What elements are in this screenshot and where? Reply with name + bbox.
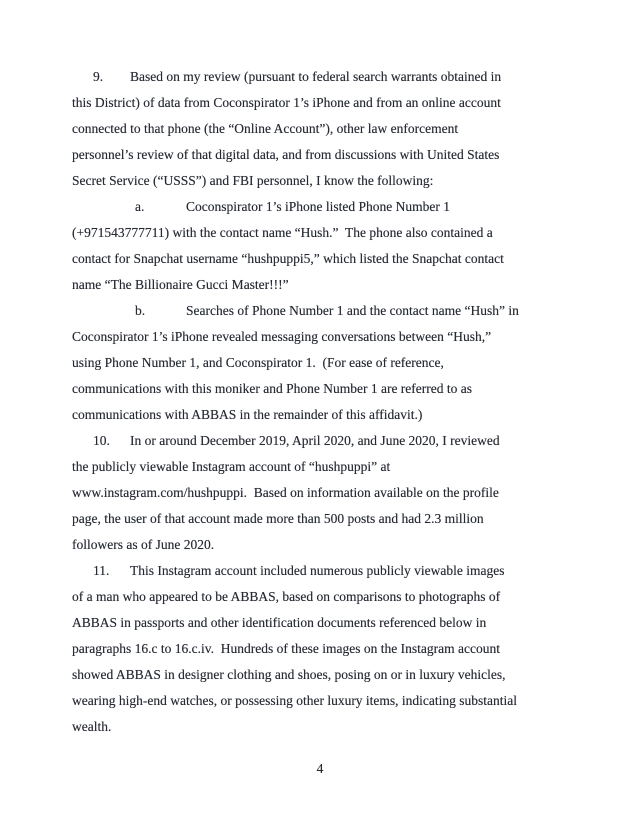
numbered-paragraph: [72, 428, 612, 558]
numbered-paragraph: [72, 64, 612, 194]
text-line: wealth.: [72, 719, 112, 734]
text-line: communications with this moniker and Phone Number 1 are referred to as: [72, 381, 473, 396]
line-text: This Instagram account included numerous publicly viewable images: [130, 563, 505, 578]
page-number: 4: [316, 761, 324, 776]
text-line: paragraphs 16.c to 16.c.iv. Hundreds of these images on the Instagram account: [72, 641, 500, 656]
text-line: [72, 298, 612, 324]
paragraph-number: 10.: [93, 433, 110, 448]
text-line: (+971543777711) with the contact name “Hush.” The phone also contained a: [72, 225, 493, 240]
numbered-paragraph: [72, 558, 612, 740]
subparagraph: [72, 298, 612, 428]
line-text: Searches of Phone Number 1 and the contact name “Hush” in: [186, 303, 519, 318]
text-line: the publicly viewable Instagram account of “hushpuppi” at: [72, 459, 391, 474]
text-line: [72, 194, 612, 220]
line-text: Coconspirator 1’s iPhone listed Phone Number 1: [186, 199, 450, 214]
text-line: communications with ABBAS in the remainder of this affidavit.): [72, 407, 423, 422]
text-line: wearing high-end watches, or possessing other luxury items, indicating substantial: [72, 693, 518, 708]
text-line: ABBAS in passports and other identification documents referenced below in: [72, 615, 487, 630]
line-text: Based on my review (pursuant to federal search warrants obtained in: [130, 69, 502, 84]
text-line: followers as of June 2020.: [72, 537, 215, 552]
text-line: [72, 428, 612, 454]
text-line: showed ABBAS in designer clothing and shoes, posing on or in luxury vehicles,: [72, 667, 506, 682]
paragraph-number: 11.: [93, 563, 110, 578]
text-line: [72, 558, 612, 584]
paragraph-number: 9.: [93, 69, 104, 84]
subparagraph-letter: a.: [135, 199, 145, 214]
text-line: using Phone Number 1, and Coconspirator 1. (For ease of reference,: [72, 355, 444, 370]
subparagraph: [72, 194, 612, 298]
text-line: contact for Snapchat username “hushpuppi5,” which listed the Snapchat contact: [72, 251, 504, 266]
text-line: [72, 64, 612, 90]
text-line: connected to that phone (the “Online Account”), other law enforcement: [72, 121, 459, 136]
line-text: In or around December 2019, April 2020, and June 2020, I reviewed: [130, 433, 500, 448]
text-line: this District) of data from Coconspirator 1’s iPhone and from an online account: [72, 95, 501, 110]
affidavit-body-text: [72, 64, 612, 740]
subparagraph-letter: b.: [135, 303, 146, 318]
text-line: Coconspirator 1’s iPhone revealed messaging conversations between “Hush,”: [72, 329, 492, 344]
text-line: page, the user of that account made more than 500 posts and had 2.3 million: [72, 511, 484, 526]
text-line: personnel’s review of that digital data, and from discussions with United States: [72, 147, 500, 162]
text-line: Secret Service (“USSS”) and FBI personnel, I know the following:: [72, 173, 434, 188]
text-line: of a man who appeared to be ABBAS, based on comparisons to photographs of: [72, 589, 501, 604]
text-line: www.instagram.com/hushpuppi. Based on information available on the profile: [72, 485, 499, 500]
text-line: name “The Billionaire Gucci Master!!!”: [72, 277, 289, 292]
